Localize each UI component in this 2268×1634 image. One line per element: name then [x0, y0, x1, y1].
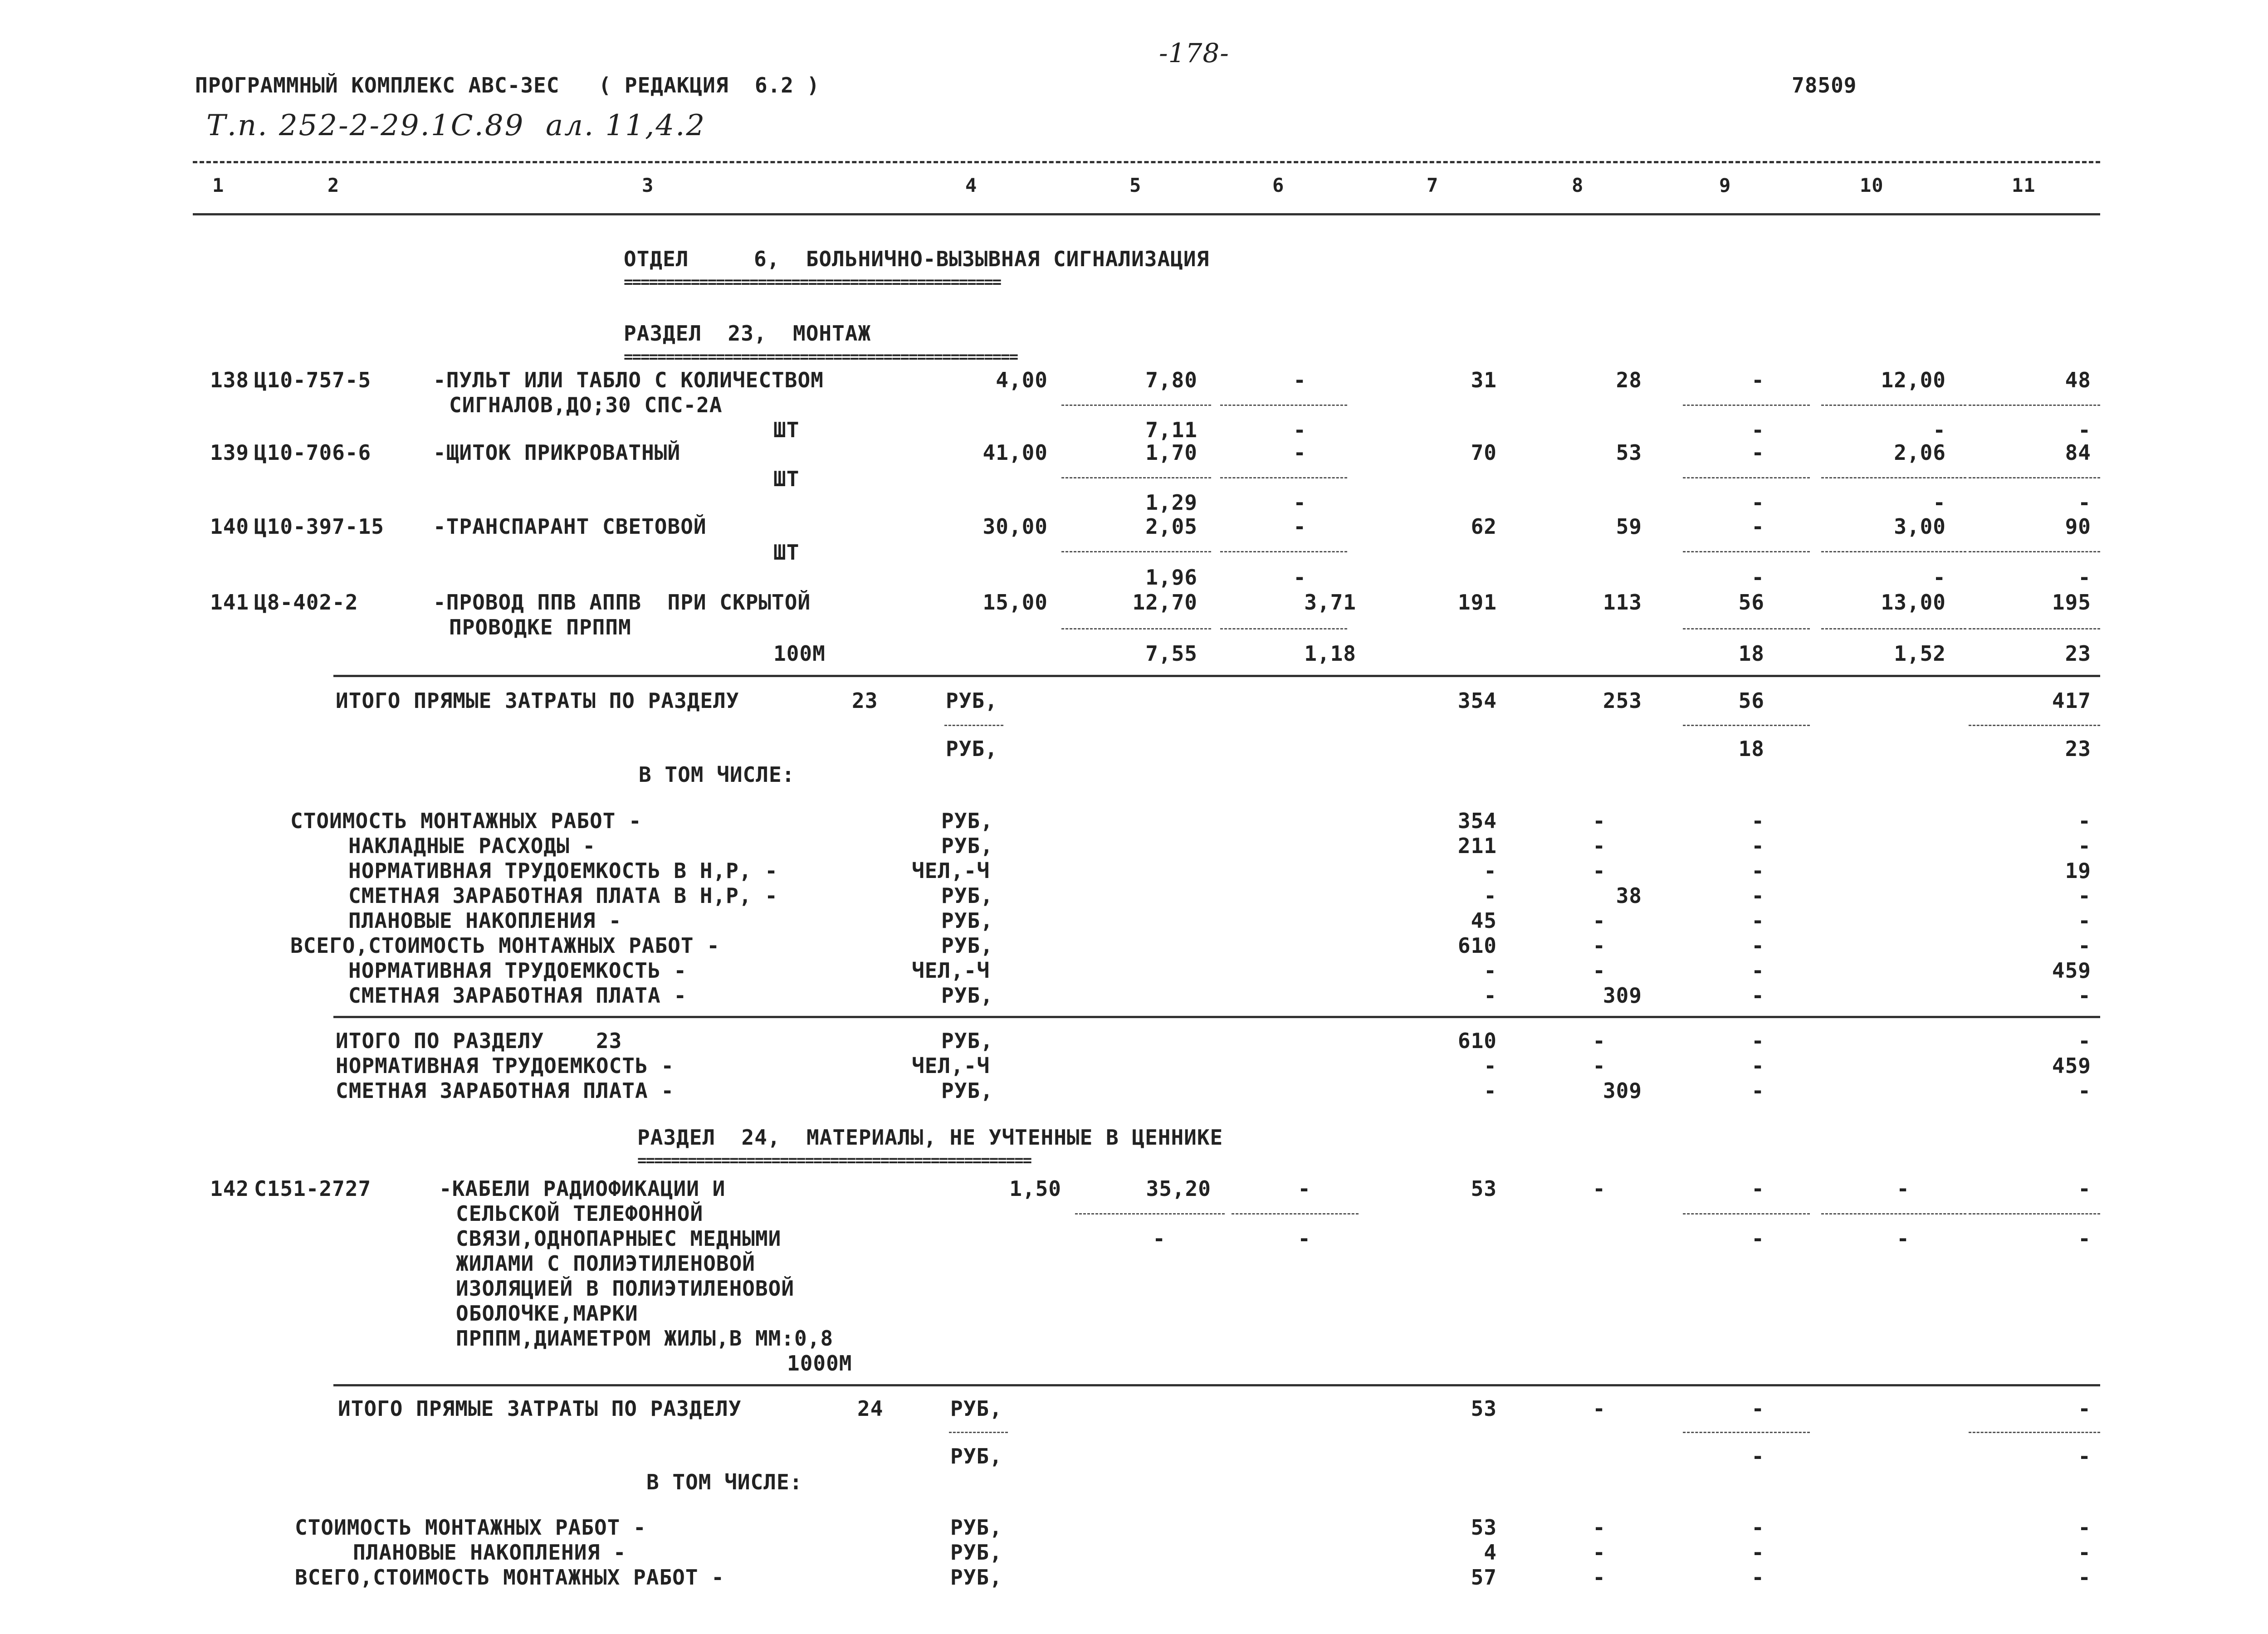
breakdown-c11: 19 [2065, 858, 2091, 883]
divider [1220, 628, 1347, 629]
item-description: -ПУЛЬТ ИЛИ ТАБЛО С КОЛИЧЕСТВОМ [433, 368, 824, 392]
itogo-unit: ЧЕЛ,-Ч [912, 1054, 990, 1078]
document-code: 78509 [1792, 73, 1857, 98]
item-c11: 195 [2052, 590, 2091, 615]
item-description: СЕЛЬСКОЙ ТЕЛЕФОННОЙ [456, 1201, 704, 1226]
breakdown-label: НОРМАТИВНАЯ ТРУДОЕМКОСТЬ - [348, 958, 687, 983]
total-label: ИТОГО ПРЯМЫЕ ЗАТРАТЫ ПО РАЗДЕЛУ [336, 688, 739, 713]
item-description: ОБОЛОЧКЕ,МАРКИ [456, 1301, 638, 1326]
item-number: 140 [210, 514, 249, 539]
item-c11b: - [2078, 418, 2091, 442]
breakdown-c9: - [1751, 858, 1765, 883]
divider [1683, 628, 1810, 629]
item-c10b: - [1897, 1226, 1910, 1251]
total-c7: 53 [1471, 1396, 1497, 1421]
divider [1220, 551, 1347, 552]
divider [1969, 405, 2100, 406]
breakdown-c7: 45 [1471, 908, 1497, 933]
total-c11: 417 [2052, 688, 2091, 713]
breakdown-c8: - [1593, 908, 1606, 933]
v-tom-chisle-label: В ТОМ ЧИСЛЕ: [639, 762, 795, 787]
divider [1821, 405, 1966, 406]
item-c8: 113 [1603, 590, 1642, 615]
breakdown-c7: 4 [1484, 1540, 1497, 1565]
divider [1821, 1213, 1966, 1215]
item-quantity: 15,00 [982, 590, 1048, 615]
item-c11b: - [2078, 565, 2091, 590]
item-c9b: - [1751, 1226, 1765, 1251]
divider [1969, 1432, 2100, 1433]
breakdown-c7: - [1484, 983, 1497, 1008]
divider [1969, 551, 2100, 552]
divider [1683, 725, 1810, 726]
total-unit: РУБ, [950, 1396, 1002, 1421]
breakdown-label: ВСЕГО,СТОИМОСТЬ МОНТАЖНЫХ РАБОТ - [290, 933, 720, 958]
item-c8: 28 [1616, 368, 1642, 392]
item-code: Ц10-706-6 [254, 440, 371, 465]
divider [1061, 628, 1211, 629]
total-c11: - [2078, 1396, 2091, 1421]
total-c9: 56 [1738, 688, 1765, 713]
item-c10b: - [1933, 565, 1946, 590]
divider [1969, 1213, 2100, 1215]
breakdown-c11: - [2078, 983, 2091, 1008]
breakdown-c9: - [1751, 1565, 1765, 1590]
item-c10b: - [1933, 418, 1946, 442]
item-c5: 1,70 [1145, 440, 1198, 465]
breakdown-label: НОРМАТИВНАЯ ТРУДОЕМКОСТЬ В Н,Р, - [348, 858, 778, 883]
item-description: -ТРАНСПАРАНТ СВЕТОВОЙ [433, 514, 707, 539]
section-rule [333, 675, 2100, 677]
breakdown-c8: - [1593, 834, 1606, 858]
breakdown-label: ПЛАНОВЫЕ НАКОПЛЕНИЯ - [348, 908, 622, 933]
breakdown-c8: - [1593, 1565, 1606, 1590]
breakdown-unit: ЧЕЛ,-Ч [912, 858, 990, 883]
total-c9b: 18 [1738, 737, 1765, 761]
breakdown-c11: - [2078, 1515, 2091, 1540]
item-code: Ц10-757-5 [254, 368, 371, 392]
handwritten-reference: Т.п. 252-2-29.1С.89 ал. 11,4.2 [206, 109, 706, 142]
item-c9b: - [1751, 418, 1765, 442]
col-header-6: 6 [1272, 174, 1285, 196]
divider [1220, 477, 1347, 478]
item-description: ЖИЛАМИ С ПОЛИЭТИЛЕНОВОЙ [456, 1251, 755, 1276]
breakdown-c7: 211 [1457, 834, 1497, 858]
breakdown-c8: - [1593, 858, 1606, 883]
item-c9: - [1751, 440, 1765, 465]
divider [1683, 1213, 1810, 1215]
razdel-24-title: РАЗДЕЛ 24, МАТЕРИАЛЫ, НЕ УЧТЕННЫЕ В ЦЕННИКЕ [637, 1125, 1223, 1150]
item-c9: - [1751, 368, 1765, 392]
itogo-c7: 610 [1457, 1029, 1497, 1053]
divider [1075, 1213, 1225, 1215]
itogo-unit: РУБ, [941, 1029, 993, 1053]
breakdown-c11: - [2078, 883, 2091, 908]
breakdown-c9: - [1751, 983, 1765, 1008]
item-c6: - [1293, 368, 1306, 392]
total-c11b: 23 [2065, 737, 2091, 761]
col-header-2: 2 [327, 174, 340, 196]
item-c5: 2,05 [1145, 514, 1198, 539]
col-header-4: 4 [965, 174, 978, 196]
item-c11: 90 [2065, 514, 2091, 539]
item-quantity: 1,50 [1009, 1176, 1061, 1201]
breakdown-c9: - [1751, 883, 1765, 908]
item-c9b: - [1751, 565, 1765, 590]
item-number: 141 [210, 590, 249, 615]
breakdown-unit: РУБ, [950, 1540, 1002, 1565]
item-code: С151-2727 [254, 1176, 371, 1201]
breakdown-c9: - [1751, 958, 1765, 983]
breakdown-label: СМЕТНАЯ ЗАРАБОТНАЯ ПЛАТА В Н,Р, - [348, 883, 778, 908]
item-c11b: 23 [2065, 641, 2091, 666]
item-quantity: 4,00 [996, 368, 1048, 392]
divider [1821, 551, 1966, 552]
header-top-rule [193, 161, 2100, 163]
item-c10b: - [1933, 490, 1946, 515]
total-c9b: - [1751, 1444, 1765, 1468]
item-c8: 53 [1616, 440, 1642, 465]
item-number: 139 [210, 440, 249, 465]
col-header-10: 10 [1860, 174, 1884, 196]
razdel-23-rule: =============================================== [624, 349, 1018, 365]
breakdown-c8: - [1593, 809, 1606, 833]
col-header-1: 1 [212, 174, 225, 196]
item-c6b: - [1298, 1226, 1311, 1251]
item-c5: 12,70 [1132, 590, 1198, 615]
item-c10: 3,00 [1894, 514, 1946, 539]
breakdown-unit: РУБ, [941, 883, 993, 908]
divider [1683, 1432, 1810, 1433]
itogo-c8: - [1593, 1029, 1606, 1053]
divider [1969, 628, 2100, 629]
item-c10: 2,06 [1894, 440, 1946, 465]
divider [1821, 477, 1966, 478]
item-c6: 3,71 [1304, 590, 1356, 615]
breakdown-c7: 354 [1457, 809, 1497, 833]
breakdown-label: НАКЛАДНЫЕ РАСХОДЫ - [348, 834, 596, 858]
breakdown-c9: - [1751, 809, 1765, 833]
itogo-label: ИТОГО ПО РАЗДЕЛУ 23 [336, 1029, 622, 1053]
item-c9b: 18 [1738, 641, 1765, 666]
item-description: СИГНАЛОВ,ДО;30 СПС-2А [449, 393, 723, 417]
divider [1220, 405, 1347, 406]
col-header-9: 9 [1719, 174, 1731, 196]
breakdown-unit: РУБ, [941, 983, 993, 1008]
divider [1969, 725, 2100, 726]
item-c6b: - [1293, 565, 1306, 590]
divider [1061, 551, 1211, 552]
col-header-3: 3 [642, 174, 654, 196]
total-unit: РУБ, [946, 688, 998, 713]
itogo-c11: - [2078, 1029, 2091, 1053]
divider [1683, 551, 1810, 552]
col-header-5: 5 [1129, 174, 1142, 196]
divider [949, 1432, 1008, 1433]
breakdown-c7: 610 [1457, 933, 1497, 958]
item-unit: ШТ [773, 467, 800, 491]
breakdown-unit: РУБ, [941, 809, 993, 833]
item-c9: - [1751, 1176, 1765, 1201]
item-c5b: - [1153, 1226, 1166, 1251]
item-code: Ц8-402-2 [254, 590, 358, 615]
breakdown-c8: - [1593, 1540, 1606, 1565]
item-c7: 191 [1457, 590, 1497, 615]
item-c8: 59 [1616, 514, 1642, 539]
item-c9b: - [1751, 490, 1765, 515]
breakdown-label: ВСЕГО,СТОИМОСТЬ МОНТАЖНЫХ РАБОТ - [295, 1565, 724, 1590]
razdel-23-title: РАЗДЕЛ 23, МОНТАЖ [624, 321, 871, 346]
col-header-7: 7 [1427, 174, 1439, 196]
item-unit: 100М [773, 641, 826, 666]
total-c9: - [1751, 1396, 1765, 1421]
item-description: ПРОВОДКЕ ПРППМ [449, 615, 631, 639]
item-description: -ЩИТОК ПРИКРОВАТНЫЙ [433, 440, 681, 465]
itogo-c8: - [1593, 1054, 1606, 1078]
breakdown-c9: - [1751, 834, 1765, 858]
item-c5b: 7,55 [1145, 641, 1198, 666]
item-quantity: 41,00 [982, 440, 1048, 465]
item-description: -КАБЕЛИ РАДИОФИКАЦИИ И [439, 1176, 726, 1201]
itogo-c11: 459 [2052, 1054, 2091, 1078]
itogo-c7: - [1484, 1054, 1497, 1078]
razdel-24-rule: =============================================== [637, 1153, 1031, 1168]
section-rule [333, 1384, 2100, 1386]
itogo-c9: - [1751, 1054, 1765, 1078]
item-c5: 7,80 [1145, 368, 1198, 392]
breakdown-c7: - [1484, 883, 1497, 908]
item-c11: 48 [2065, 368, 2091, 392]
item-c6: - [1293, 440, 1306, 465]
item-c11: 84 [2065, 440, 2091, 465]
page-number: -178- [1159, 38, 1229, 68]
breakdown-c9: - [1751, 1540, 1765, 1565]
breakdown-label: СТОИМОСТЬ МОНТАЖНЫХ РАБОТ - [295, 1515, 646, 1540]
section-title: ОТДЕЛ 6, БОЛЬНИЧНО-ВЫЗЫВНАЯ СИГНАЛИЗАЦИЯ [624, 247, 1210, 271]
breakdown-c8: - [1593, 1515, 1606, 1540]
divider [944, 725, 1003, 726]
item-c7: 31 [1471, 368, 1497, 392]
itogo-label: НОРМАТИВНАЯ ТРУДОЕМКОСТЬ - [336, 1054, 675, 1078]
total-c8: - [1593, 1396, 1606, 1421]
breakdown-label: СТОИМОСТЬ МОНТАЖНЫХ РАБОТ - [290, 809, 642, 833]
item-description: -ПРОВОД ППВ АППВ ПРИ СКРЫТОЙ [433, 590, 811, 615]
item-c5: 35,20 [1146, 1176, 1211, 1201]
item-c6: - [1298, 1176, 1311, 1201]
item-c11b: - [2078, 490, 2091, 515]
v-tom-chisle-label: В ТОМ ЧИСЛЕ: [646, 1470, 803, 1494]
breakdown-unit: РУБ, [941, 908, 993, 933]
item-number: 142 [210, 1176, 249, 1201]
breakdown-c11: - [2078, 908, 2091, 933]
breakdown-c8: 309 [1603, 983, 1642, 1008]
divider [1683, 477, 1810, 478]
item-unit: 1000М [787, 1351, 852, 1375]
item-c10: - [1897, 1176, 1910, 1201]
col-header-11: 11 [2012, 174, 2036, 196]
breakdown-c7: 57 [1471, 1565, 1497, 1590]
divider [1061, 477, 1211, 478]
total-c7: 354 [1457, 688, 1497, 713]
breakdown-c7: - [1484, 858, 1497, 883]
itogo-label: СМЕТНАЯ ЗАРАБОТНАЯ ПЛАТА - [336, 1078, 675, 1103]
breakdown-c11: - [2078, 1565, 2091, 1590]
item-c11: - [2078, 1176, 2091, 1201]
total-c11b: - [2078, 1444, 2091, 1468]
item-c6b: - [1293, 490, 1306, 515]
item-c11b: - [2078, 1226, 2091, 1251]
item-c10: 13,00 [1881, 590, 1946, 615]
total-unit: РУБ, [950, 1444, 1002, 1468]
breakdown-unit: РУБ, [950, 1565, 1002, 1590]
breakdown-c8: - [1593, 958, 1606, 983]
divider [1969, 477, 2100, 478]
item-number: 138 [210, 368, 249, 392]
item-c5b: 1,96 [1145, 565, 1198, 590]
item-unit: ШТ [773, 418, 800, 442]
itogo-c11: - [2078, 1078, 2091, 1103]
item-c5b: 1,29 [1145, 490, 1198, 515]
breakdown-c7: - [1484, 958, 1497, 983]
breakdown-c11: - [2078, 1540, 2091, 1565]
breakdown-unit: РУБ, [941, 933, 993, 958]
header-bottom-rule [193, 213, 2100, 215]
breakdown-c9: - [1751, 908, 1765, 933]
breakdown-c11: - [2078, 933, 2091, 958]
breakdown-c11: 459 [2052, 958, 2091, 983]
itogo-c9: - [1751, 1029, 1765, 1053]
item-c6: - [1293, 514, 1306, 539]
breakdown-c9: - [1751, 1515, 1765, 1540]
item-quantity: 30,00 [982, 514, 1048, 539]
itogo-c9: - [1751, 1078, 1765, 1103]
item-description: ПРППМ,ДИАМЕТРОМ ЖИЛЫ,В ММ:0,8 [456, 1326, 834, 1351]
section-rule [333, 1016, 2100, 1018]
total-razdel-number: 24 [857, 1396, 884, 1421]
divider [1683, 405, 1810, 406]
col-header-8: 8 [1572, 174, 1584, 196]
divider [1821, 628, 1966, 629]
breakdown-c11: - [2078, 809, 2091, 833]
section-title-rule: ============================================= [624, 274, 1001, 290]
breakdown-c7: 53 [1471, 1515, 1497, 1540]
divider [1061, 405, 1211, 406]
total-c8: 253 [1603, 688, 1642, 713]
divider [1232, 1213, 1359, 1215]
total-unit: РУБ, [946, 737, 998, 761]
item-c7: 53 [1471, 1176, 1497, 1201]
program-header: ПРОГРАММНЫЙ КОМПЛЕКС АВС-3ЕС ( РЕДАКЦИЯ 6.2 ) [195, 73, 820, 98]
total-label: ИТОГО ПРЯМЫЕ ЗАТРАТЫ ПО РАЗДЕЛУ [338, 1396, 742, 1421]
itogo-c8: 309 [1603, 1078, 1642, 1103]
breakdown-c9: - [1751, 933, 1765, 958]
breakdown-unit: РУБ, [941, 834, 993, 858]
item-c9: - [1751, 514, 1765, 539]
item-c8: - [1593, 1176, 1606, 1201]
itogo-c7: - [1484, 1078, 1497, 1103]
breakdown-label: СМЕТНАЯ ЗАРАБОТНАЯ ПЛАТА - [348, 983, 687, 1008]
item-unit: ШТ [773, 540, 800, 565]
item-c7: 62 [1471, 514, 1497, 539]
item-c7: 70 [1471, 440, 1497, 465]
breakdown-unit: ЧЕЛ,-Ч [912, 958, 990, 983]
breakdown-label: ПЛАНОВЫЕ НАКОПЛЕНИЯ - [353, 1540, 626, 1565]
item-c5b: 7,11 [1145, 418, 1198, 442]
total-razdel-number: 23 [852, 688, 878, 713]
breakdown-c8: 38 [1616, 883, 1642, 908]
item-code: Ц10-397-15 [254, 514, 384, 539]
breakdown-unit: РУБ, [950, 1515, 1002, 1540]
item-c10: 12,00 [1881, 368, 1946, 392]
item-description: СВЯЗИ,ОДНОПАРНЫЕС МЕДНЫМИ [456, 1226, 782, 1251]
item-c6b: - [1293, 418, 1306, 442]
item-c9: 56 [1738, 590, 1765, 615]
item-description: ИЗОЛЯЦИЕЙ В ПОЛИЭТИЛЕНОВОЙ [456, 1276, 795, 1301]
item-c10b: 1,52 [1894, 641, 1946, 666]
itogo-unit: РУБ, [941, 1078, 993, 1103]
breakdown-c11: - [2078, 834, 2091, 858]
item-c6b: 1,18 [1304, 641, 1356, 666]
breakdown-c8: - [1593, 933, 1606, 958]
